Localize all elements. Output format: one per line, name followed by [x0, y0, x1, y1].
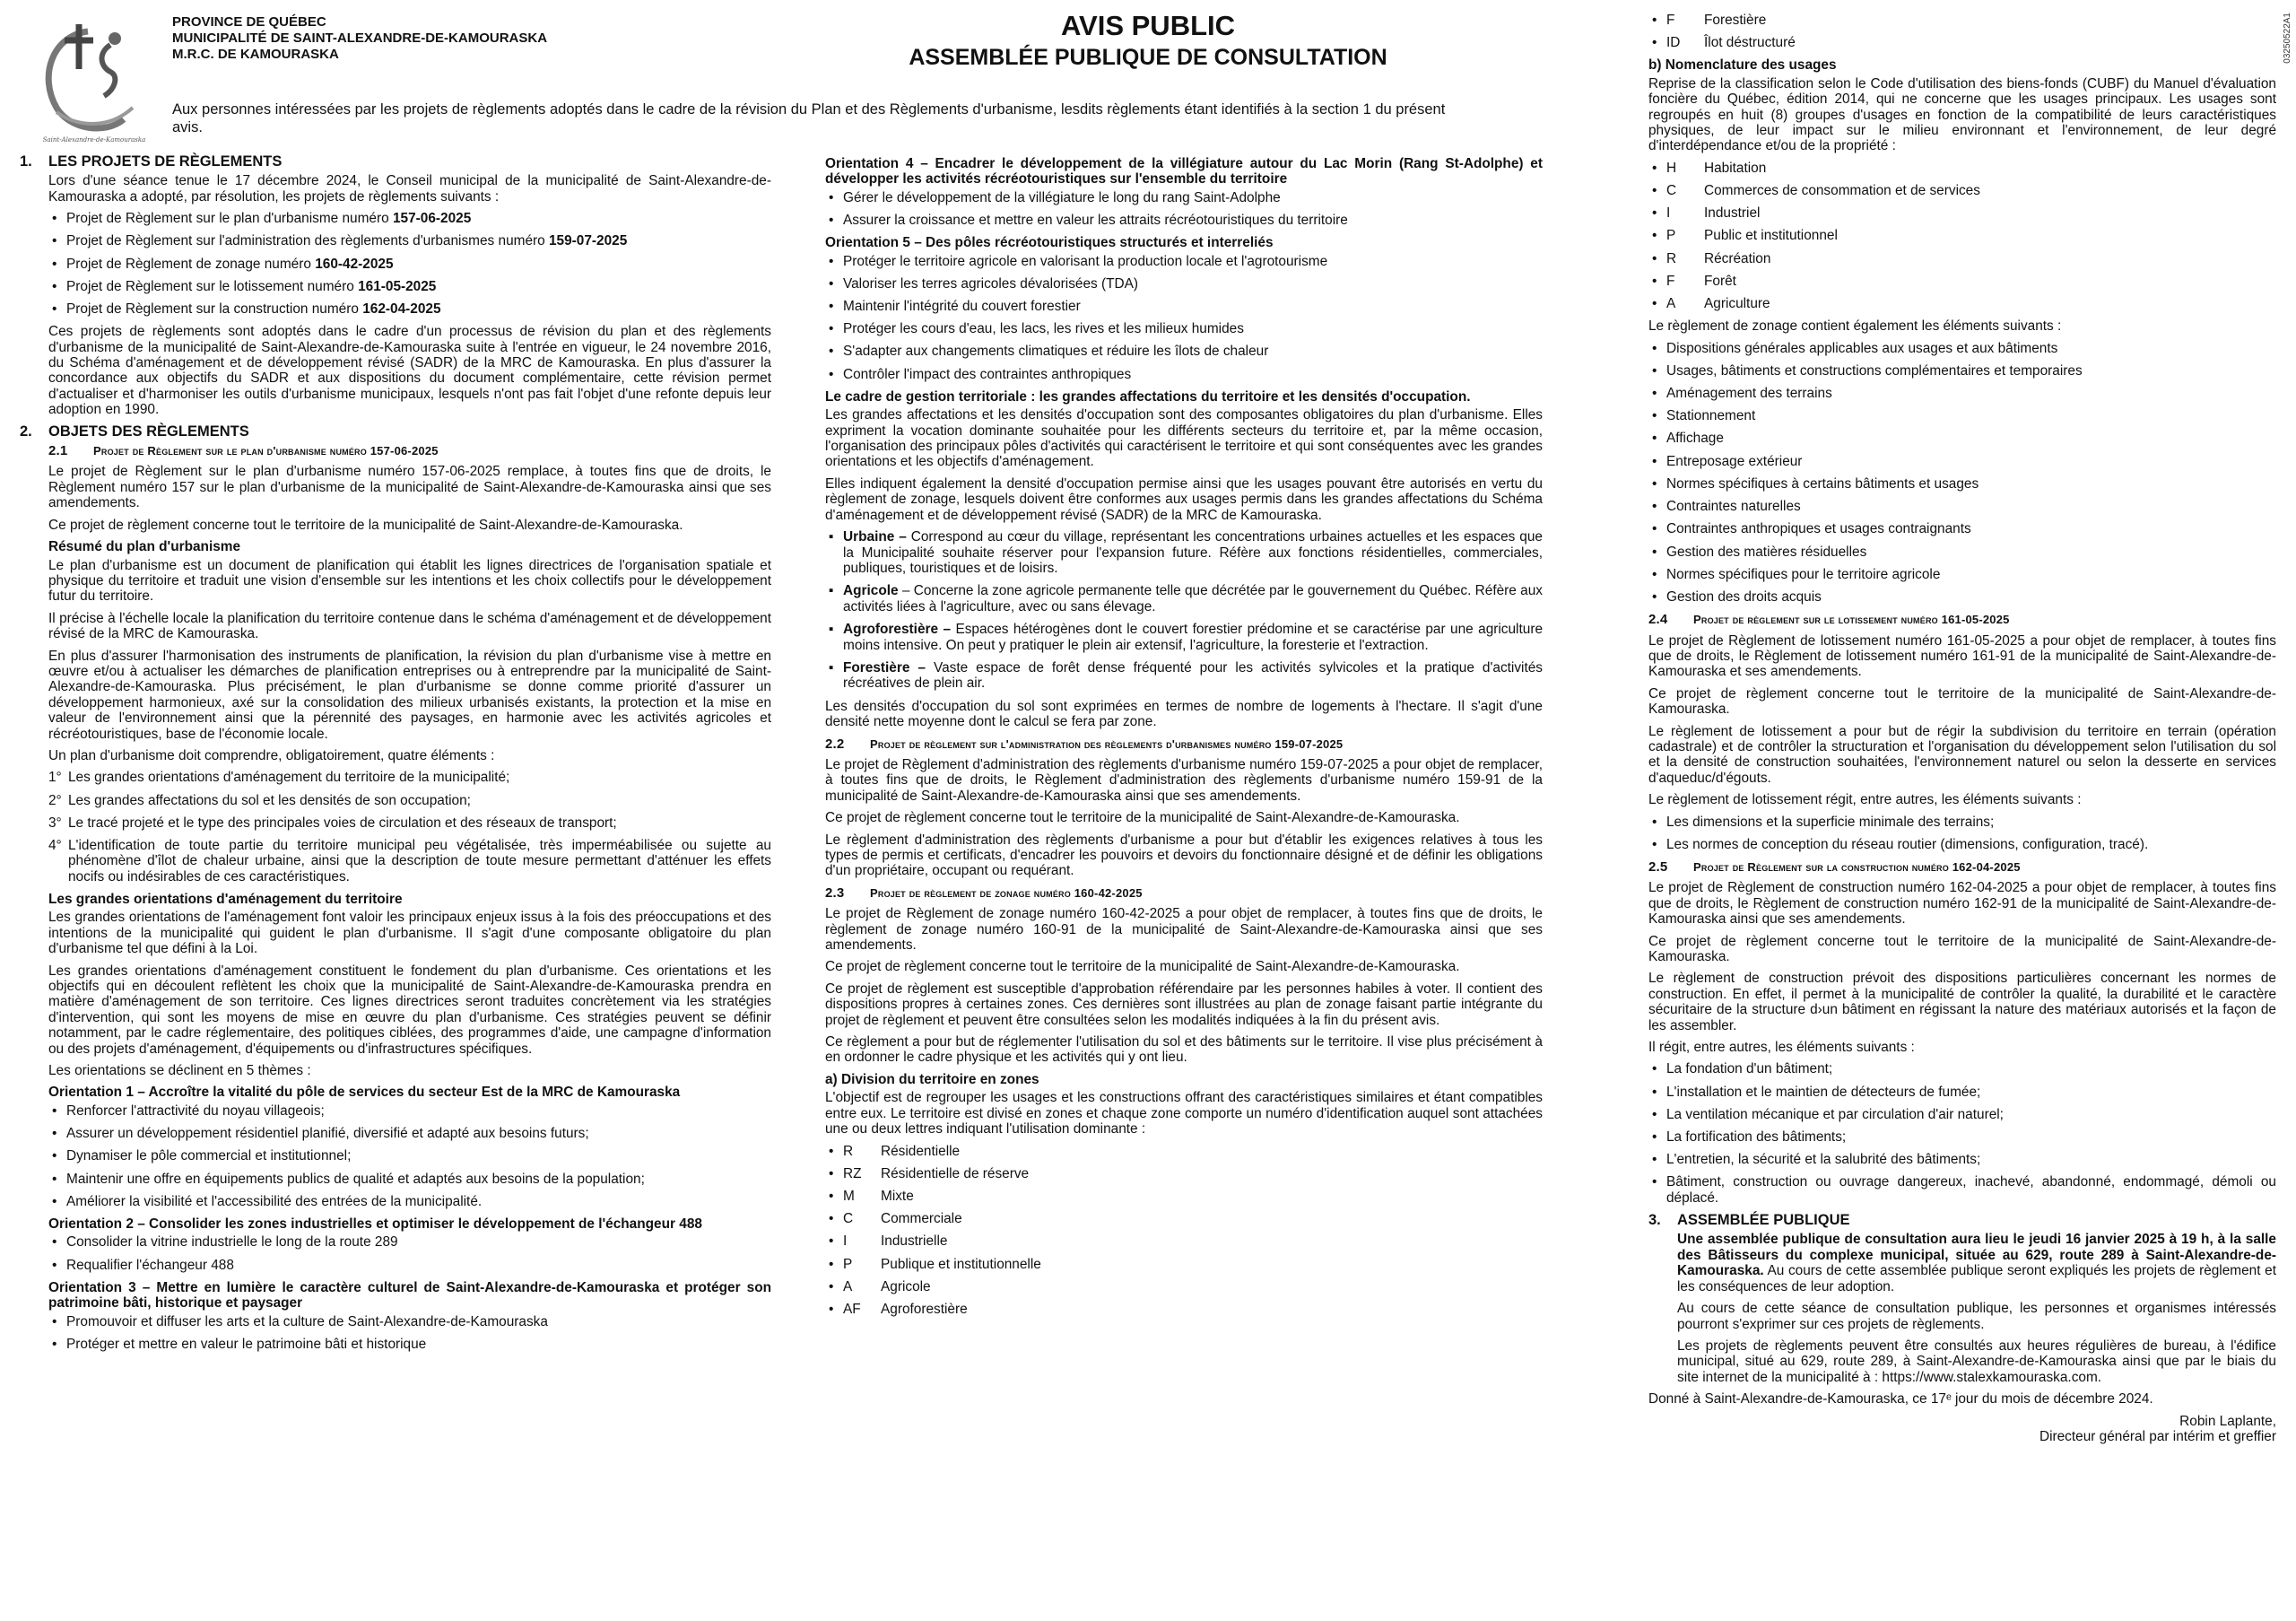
list-item: • H Habitation: [1648, 161, 2276, 176]
orientation-2-heading: Orientation 2 – Consolider les zones industrielles et optimiser le développement de l'échangeur 488: [48, 1216, 702, 1232]
paragraph: En plus d'assurer l'harmonisation des instruments de planification, la révision du plan d'urbanisme vise à mettre en œuvre et/ou à actualiser les démarches de planification entreprises ou à entreprendre par la municipalité de Saint-Alexandre-de-Kamouraska. Plus précisément, le plan d'urbanisme se donne comme priorité d'assurer un développement harmonieux, axé sur la consolidation des milieux urbanisés existants, la protection et la mise en valeur de l'environnement ainsi que la pérennité des paysages, en harmonie avec les activités agricoles et récréotouristiques, base de l'économie locale.: [48, 648, 771, 742]
list-item: • A Agriculture: [1648, 296, 2276, 311]
orientation-2-list: [48, 1234, 771, 1273]
list-item: • Dispositions générales applicables aux usages et aux bâtiments: [1648, 341, 2276, 356]
zones-list-continued: [1648, 13, 2276, 51]
list-item: • Stationnement: [1648, 408, 2276, 423]
logo-caption: Saint-Alexandre-de-Kamouraska: [42, 136, 146, 144]
paragraph: Reprise de la classification selon le Code d'utilisation des biens-fonds (CUBF) du Manuel d'évaluation foncière du Québec, édition 2014, qui ne concerne que les usages principaux. Les usages sont regroupés en huit (8) groupes d'usages en fonction de la compatibilité de leurs caractéristiques physiques, de leur impact sur le milieu environnant et l'environnement, de leur degré d'interdépendance et/ou de la propriété :: [1648, 75, 2276, 154]
paragraph: Ce projet de règlement concerne tout le territoire de la municipalité de Saint-Alexandre-de-Kamouraska.: [48, 517, 683, 533]
list-item: • C Commerces de consommation et de services: [1648, 183, 2276, 198]
subsection-2-5-heading: 2.5 Projet de Règlement sur la construction numéro 162-04-2025: [1648, 858, 2021, 875]
elements-list: [48, 770, 771, 885]
paragraph: Ce projet de règlement est susceptible d'approbation référendaire par les personnes habiles à voter. Il contient des dispositions propres à certaines zones. Ces dernières sont illustrées au plan de zonage faisant partie intégrante du projet de règlement et peuvent être consultées selon les modalités indiquées à la fin du présent avis.: [825, 980, 1543, 1028]
orientation-1-list: [48, 1103, 771, 1209]
list-item: • Requalifier l'échangeur 488: [48, 1258, 771, 1273]
list-item: • Protéger et mettre en valeur le patrimoine bâti et historique: [48, 1337, 771, 1352]
column-3: [1648, 13, 2276, 1444]
subsection-2-2-heading: 2.2 Projet de règlement sur l'administration des règlements d'urbanismes numéro 159-07-2025: [825, 736, 1344, 752]
list-item: • Projet de Règlement sur l'administration des règlements d'urbanismes numéro 159-07-2025: [48, 233, 771, 248]
list-item: • Valoriser les terres agricoles dévalorisées (TDA): [825, 276, 1543, 292]
section-3-heading: 3. ASSEMBLÉE PUBLIQUE: [1648, 1212, 1850, 1229]
paragraph: Les grandes affectations et les densités d'occupation sont des composantes obligatoires du plan d'urbanisme. Elles expriment la vocation dominante souhaitée pour les différents secteurs du territoire et, par la même occasion, l'organisation des principaux pôles d'activités qui caractérisent le territoire et qui sont conséquentes avec les grandes orientations et les objectifs d'aménagement.: [825, 407, 1543, 470]
subsection-2-3-heading: 2.3 Projet de règlement de zonage numéro 160-42-2025: [825, 885, 1143, 901]
list-item: ▪ Agricole – Concerne la zone agricole permanente telle que décrétée par le gouvernement du Québec. Réfère aux activités liées à l'agriculture, avec ou sans élevage.: [825, 583, 1543, 614]
paragraph: Les densités d'occupation du sol sont exprimées en termes de nombre de logements à l'hectare. Il s'agit d'une densité nette moyenne dont le calcul se fera par zone.: [825, 698, 1543, 730]
list-item: • Aménagement des terrains: [1648, 386, 2276, 401]
list-item: • Protéger le territoire agricole en valorisant la production locale et l'agrotourisme: [825, 254, 1543, 269]
paragraph: Ce règlement a pour but de réglementer l'utilisation du sol et des bâtiments sur le territoire. Il vise plus précisément à en ordonner le cadre physique et les activités qui y ont lieu.: [825, 1034, 1543, 1066]
list-item: • Gestion des droits acquis: [1648, 589, 2276, 605]
list-item: 2° Les grandes affectations du sol et les densités de son occupation;: [48, 792, 471, 808]
list-item: • S'adapter aux changements climatiques et réduire les îlots de chaleur: [825, 344, 1543, 359]
list-item: • I Industrielle: [825, 1233, 1543, 1249]
header-province-block: [172, 14, 547, 63]
column-2: [825, 154, 1543, 1324]
list-item: • A Agricole: [825, 1279, 1543, 1294]
list-item: • M Mixte: [825, 1189, 1543, 1204]
list-item: • Contraintes naturelles: [1648, 499, 2276, 514]
paragraph: Ces projets de règlements sont adoptés dans le cadre d'un processus de révision du plan et des règlements d'urbanisme de la municipalité de Saint-Alexandre-de-Kamouraska suite à l'entrée en vigueur, le 24 novembre 2016, du Schéma d'aménagement et de développement révisé (SADR) de la MRC de Kamouraska. En plus d'assurer la concordance aux objectifs du SADR et aux dispositions du document complémentaire, cette révision permet d'actualiser et d'harmoniser les outils d'urbanisme municipaux, lesquels n'ont pas fait l'objet d'une refonte depuis leur adoption en 1990.: [48, 324, 771, 418]
paragraph: Ce projet de règlement concerne tout le territoire de la municipalité de Saint-Alexandre-de-Kamouraska.: [825, 959, 1460, 975]
paragraph: Ce projet de règlement concerne tout le territoire de la municipalité de Saint-Alexandre-de-Kamouraska.: [825, 810, 1460, 826]
publication-code: 03250522A1: [2283, 13, 2292, 64]
mrc-label: M.R.C. DE KAMOURASKA: [172, 47, 339, 62]
zones-list: [825, 1144, 1543, 1318]
subsection-2-1-heading: 2.1 Projet de Règlement sur le plan d'urbanisme numéro 157-06-2025: [48, 443, 439, 459]
list-item: • Promouvoir et diffuser les arts et la culture de Saint-Alexandre-de-Kamouraska: [48, 1314, 771, 1329]
list-item: • F Forêt: [1648, 274, 2276, 289]
zoning-elements-list: [1648, 341, 2276, 606]
list-item: • P Public et institutionnel: [1648, 228, 2276, 243]
orientation-3-heading: Orientation 3 – Mettre en lumière le caractère culturel de Saint-Alexandre-de-Kamouraska et protéger son patrimoine bâti, historique et paysager: [48, 1279, 771, 1312]
orientation-1-heading: Orientation 1 – Accroître la vitalité du pôle de services du secteur Est de la MRC de Kamouraska: [48, 1085, 681, 1101]
list-item: • Projet de Règlement sur le plan d'urbanisme numéro 157-06-2025: [48, 211, 771, 226]
paragraph: Le projet de Règlement de lotissement numéro 161-05-2025 a pour objet de remplacer, à toutes fins que de droits, le Règlement de lotissement numéro 161-91 de la municipalité de Saint-Alexandre-de-Kamouraska et ses amendements.: [1648, 632, 2276, 680]
list-item: • Projet de Règlement de zonage numéro 160-42-2025: [48, 257, 771, 272]
list-item: • AF Agroforestière: [825, 1302, 1543, 1317]
list-item: • R Résidentielle: [825, 1144, 1543, 1159]
paragraph: Le plan d'urbanisme est un document de planification qui établit les lignes directrices de l'organisation spatiale et physique du territoire et traduit une vision d'ensemble sur les intentions et les choix collectifs pour le développement futur du territoire.: [48, 557, 771, 605]
notice-title: AVIS PUBLIC: [1060, 10, 1236, 41]
list-item: • Assurer un développement résidentiel planifié, diversifié et adapté aux besoins futurs;: [48, 1126, 771, 1141]
subsection-2-4-heading: 2.4 Projet de règlement sur le lotissement numéro 161-05-2025: [1648, 612, 2010, 628]
province-label: PROVINCE DE QUÉBEC: [172, 14, 326, 30]
paragraph: Le projet de Règlement sur le plan d'urbanisme numéro 157-06-2025 remplace, à toutes fins que de droits, le Règlement numéro 157 sur le plan d'urbanisme de la municipalité de Saint-Alexandre-de-Kamouraska ainsi que ses amendements.: [48, 464, 771, 511]
list-item: ▪ Urbaine – Correspond au cœur du village, représentant les concentrations urbaines actuelles et les espaces que la Municipalité souhaite réserver pour l'expansion future. Réfère aux fonctions résidentielles, commerciales, publiques, touristiques et de loisirs.: [825, 529, 1543, 576]
list-item: 1° Les grandes orientations d'aménagement du territoire de la municipalité;: [48, 770, 510, 786]
list-item: • Les normes de conception du réseau routier (dimensions, configuration, tracé).: [1648, 837, 2276, 852]
paragraph: Au cours de cette séance de consultation publique, les personnes et organismes intéressés pourront s'exprimer sur ces projets de règlements.: [1677, 1301, 2276, 1332]
signer-role: Directeur général par intérim et greffier: [2039, 1428, 2276, 1444]
list-item: • Bâtiment, construction ou ouvrage dangereux, inachevé, abandonné, endommagé, démoli ou déplacé.: [1648, 1174, 2276, 1206]
orientation-4-heading: Orientation 4 – Encadrer le développement de la villégiature autour du Lac Morin (Rang St-Adolphe) et développer les activités récréotouristiques sur l'ensemble du territoire: [825, 156, 1543, 187]
list-item: • Assurer la croissance et mettre en valeur les attraits récréotouristiques du territoire: [825, 213, 1543, 228]
paragraph: Ce projet de règlement concerne tout le territoire de la municipalité de Saint-Alexandre-de-Kamouraska.: [1648, 685, 2276, 718]
list-item: • Les dimensions et la superficie minimale des terrains;: [1648, 815, 2276, 830]
intro-paragraph: Aux personnes intéressées par les projets de règlements adoptés dans le cadre de la révision du Plan et des Règlements d'urbanisme, lesdits règlements étant identifiés à la section 1 du présent avis.: [172, 101, 1446, 135]
list-item: • Protéger les cours d'eau, les lacs, les rives et les milieux humides: [825, 321, 1543, 336]
municipality-label: MUNICIPALITÉ DE SAINT-ALEXANDRE-DE-KAMOURASKA: [172, 31, 548, 46]
paragraph: Il précise à l'échelle locale la planification du territoire contenue dans le schéma d'aménagement et de développement révisé de la MRC de Kamouraska.: [48, 610, 771, 642]
list-item: • La fortification des bâtiments;: [1648, 1129, 2276, 1145]
list-item: • Contraintes anthropiques et usages contraignants: [1648, 521, 2276, 536]
paragraph: Elles indiquent également la densité d'occupation permise ainsi que les usages pouvant être autorisés en vertu du règlement de zonage, lesquels doivent être conformes aux usages permis dans les grandes affectations du Schéma d'aménagement et de développement révisé (SADR) de la MRC de Kamouraska.: [825, 475, 1543, 523]
notice-subtitle: ASSEMBLÉE PUBLIQUE DE CONSULTATION: [909, 45, 1387, 70]
list-item: • La fondation d'un bâtiment;: [1648, 1061, 2276, 1076]
list-item: • F Forestière: [1648, 13, 2276, 28]
list-item: • Usages, bâtiments et constructions complémentaires et temporaires: [1648, 363, 2276, 379]
municipality-logo: [25, 13, 160, 149]
signer-name: Robin Laplante,: [2179, 1413, 2276, 1429]
heading-division: a) Division du territoire en zones: [825, 1071, 1039, 1087]
heading-resume: Résumé du plan d'urbanisme: [48, 539, 241, 555]
paragraph: Un plan d'urbanisme doit comprendre, obligatoirement, quatre éléments :: [48, 747, 495, 763]
paragraph: Lors d'une séance tenue le 17 décembre 2024, le Conseil municipal de la municipalité de Saint-Alexandre-de-Kamouraska a adopté, par résolution, les projets de règlements suivants :: [48, 173, 771, 205]
column-1: [20, 154, 771, 1359]
list-item: • Entreposage extérieur: [1648, 454, 2276, 469]
heading-orientations: Les grandes orientations d'aménagement du territoire: [48, 892, 403, 908]
paragraph: Le projet de Règlement de construction numéro 162-04-2025 a pour objet de remplacer, à toutes fins que de droits, le Règlement de construction numéro 162-91 de la municipalité de Saint-Alexandre-de-Kamouraska ainsi que ses amendements.: [1648, 880, 2276, 928]
orientation-4-list: [825, 190, 1543, 229]
title-block: [780, 9, 1516, 72]
list-item: • R Récréation: [1648, 251, 2276, 266]
list-item: • L'installation et le maintien de détecteurs de fumée;: [1648, 1085, 2276, 1100]
list-item: • Projet de Règlement sur le lotissement numéro 161-05-2025: [48, 279, 771, 294]
paragraph: Le règlement de lotissement régit, entre autres, les éléments suivants :: [1648, 792, 2082, 808]
list-item: ▪ Forestière – Vaste espace de forêt dense fréquenté pour les activités sylvicoles et la pratique d'activités récréatives de plein air.: [825, 660, 1543, 692]
list-item: • L'entretien, la sécurité et la salubrité des bâtiments;: [1648, 1152, 2276, 1167]
list-item: • Normes spécifiques pour le territoire agricole: [1648, 567, 2276, 582]
paragraph: Le règlement de lotissement a pour but de régir la subdivision du territoire en terrain (opération cadastrale) et de contrôler la structuration et l'organisation du développement selon l'utilisation du sol et la densité de construction souhaitées, l'environnement naturel ou selon la desserte en services d'aqueduc/d'égouts.: [1648, 723, 2276, 786]
usage-groups-list: [1648, 161, 2276, 312]
construction-list: [1648, 1061, 2276, 1206]
section-1-heading: 1. LES PROJETS DE RÈGLEMENTS: [20, 153, 283, 170]
list-item: • Affichage: [1648, 431, 2276, 446]
paragraph: Le règlement de construction prévoit des dispositions particulières concernant les normes de construction. En effet, il permet à la municipalité de contrôler la qualité, la durabilité et le caractère sécuritaire de la structure d›un bâtiment en régissant la nature des matériaux autorisés et la façon de les assembler.: [1648, 971, 2276, 1033]
paragraph: L'objectif est de regrouper les usages et les constructions offrant des caractéristiques similaires et étant compatibles entre eux. Le territoire est divisé en zones et chaque zone comporte un numéro d'identification auquel sont attachées une ou deux lettres indiquant l'utilisation dominante :: [825, 1090, 1543, 1137]
paragraph: Le projet de Règlement de zonage numéro 160-42-2025 a pour objet de remplacer, à toutes fins que de droits, le règlement de zonage numéro 160-91 de la municipalité de Saint-Alexandre-de-Kamouraska ainsi que ses amendements.: [825, 906, 1543, 954]
list-item: • Gestion des matières résiduelles: [1648, 545, 2276, 560]
list-item: 3° Le tracé projeté et le type des principales voies de circulation et des réseaux de transport;: [48, 815, 617, 831]
orientation-5-list: [825, 254, 1543, 382]
paragraph: Les projets de règlements peuvent être consultés aux heures régulières de bureau, à l'édifice municipal, situé au 629, route 289, à Saint-Alexandre-de-Kamouraska ainsi que par le biais du site internet de la municipalité à : https://www.stalexkamouraska.com.: [1677, 1338, 2276, 1385]
paragraph: Il régit, entre autres, les éléments suivants :: [1648, 1040, 1915, 1056]
paragraph: Les grandes orientations de l'aménagement font valoir les principaux enjeux issus à la fois des préoccupations et des intentions de la municipalité qui guident le plan d'urbanisme. Il s'agit d'une composante obligatoire du plan d'urbanisme tel que défini à la Loi.: [48, 910, 771, 957]
paragraph: Une assemblée publique de consultation aura lieu le jeudi 16 janvier 2025 à 19 h, à la salle des Bâtisseurs du complexe municipal, située au 629, route 289 à Saint-Alexandre-de-Kamouraska. Au cours de cette assemblée publique seront expliqués les projets de règlement et les conséquences de leur adoption.: [1677, 1232, 2276, 1294]
paragraph: Les orientations se déclinent en 5 thèmes :: [48, 1063, 311, 1079]
list-item: • Renforcer l'attractivité du noyau villageois;: [48, 1103, 771, 1119]
heading-cadre: Le cadre de gestion territoriale : les grandes affectations du territoire et les densités d'occupation.: [825, 388, 1471, 405]
list-item: 4° L'identification de toute partie du territoire municipal peu végétalisée, très imperméabilisée ou sujette au phénomène d'îlot de chaleur urbaine, ainsi que la description de toute mesure permettant d'atténuer les effets nocifs ou indésirables de ces caractéristiques.: [48, 838, 771, 885]
list-item: • RZ Résidentielle de réserve: [825, 1166, 1543, 1181]
paragraph: Le projet de Règlement d'administration des règlements d'urbanisme numéro 159-07-2025 a pour objet de remplacer, à toutes fins que de droits, le Règlement d'administration des règlements d'urbanisme numéro 159-91 de la municipalité de Saint-Alexandre-de-Kamouraska ainsi que ses amendements.: [825, 756, 1543, 804]
list-item: • ID Îlot déstructuré: [1648, 35, 2276, 50]
list-item: ▪ Agroforestière – Espaces hétérogènes dont le couvert forestier prédomine et se caractérise par une agriculture moins intensive. On peut y pratiquer le plein air extensif, l'agriculture, la foresterie et l'extraction.: [825, 622, 1543, 653]
list-item: • Projet de Règlement sur la construction numéro 162-04-2025: [48, 301, 771, 317]
list-item: • Maintenir une offre en équipements publics de qualité et adaptés aux besoins de la population;: [48, 1172, 771, 1187]
given-date: Donné à Saint-Alexandre-de-Kamouraska, ce 17ᵉ jour du mois de décembre 2024.: [1648, 1391, 2153, 1407]
regulations-list: [48, 211, 771, 317]
list-item: • C Commerciale: [825, 1211, 1543, 1226]
list-item: • Améliorer la visibilité et l'accessibilité des entrées de la municipalité.: [48, 1194, 771, 1209]
orientation-5-heading: Orientation 5 – Des pôles récréotouristiques structurés et interreliés: [825, 235, 1274, 251]
list-item: • Consolider la vitrine industrielle le long de la route 289: [48, 1234, 771, 1250]
section-2-heading: 2. OBJETS DES RÈGLEMENTS: [20, 423, 249, 440]
list-item: • La ventilation mécanique et par circulation d'air naturel;: [1648, 1107, 2276, 1122]
list-item: • Contrôler l'impact des contraintes anthropiques: [825, 367, 1543, 382]
lotissement-list: [1648, 815, 2276, 853]
heading-nomenclature: b) Nomenclature des usages: [1648, 57, 1837, 74]
paragraph: Les grandes orientations d'aménagement constituent le fondement du plan d'urbanisme. Ces orientations et les objectifs qui en découlent reflètent les choix que la municipalité de Saint-Alexandre-de-Kamouraska prendra en matière d'aménagement de son territoire. Ces lignes directrices seront traduites concrètement via les stratégies d'intervention, qui sont les moyens de mise en œuvre du plan d'urbanisme. Ces stratégies peuvent se définir notamment, par le cadre réglementaire, des politiques ciblées, des programmes d'aide, une campagne d'information ou des projets d'aménagement, d'équipements ou d'infrastructures spécifiques.: [48, 963, 771, 1057]
list-item: • Maintenir l'intégrité du couvert forestier: [825, 299, 1543, 314]
list-item: • Dynamiser le pôle commercial et institutionnel;: [48, 1148, 771, 1163]
list-item: • I Industriel: [1648, 205, 2276, 221]
paragraph: Le règlement d'administration des règlements d'urbanisme a pour but d'établir les exigences relatives à tous les types de permis et certificats, d'encadrer les pouvoirs et devoirs du fonctionnaire désigné et de définir les obligations d'un propriétaire, occupant ou requérant.: [825, 832, 1543, 879]
paragraph: Ce projet de règlement concerne tout le territoire de la municipalité de Saint-Alexandre-de-Kamouraska.: [1648, 933, 2276, 965]
list-item: • P Publique et institutionnelle: [825, 1257, 1543, 1272]
paragraph: Le règlement de zonage contient également les éléments suivants :: [1648, 318, 2062, 335]
orientation-3-list: [48, 1314, 771, 1353]
list-item: • Normes spécifiques à certains bâtiments et usages: [1648, 476, 2276, 492]
list-item: • Gérer le développement de la villégiature le long du rang Saint-Adolphe: [825, 190, 1543, 205]
affectations-list: [825, 529, 1543, 692]
